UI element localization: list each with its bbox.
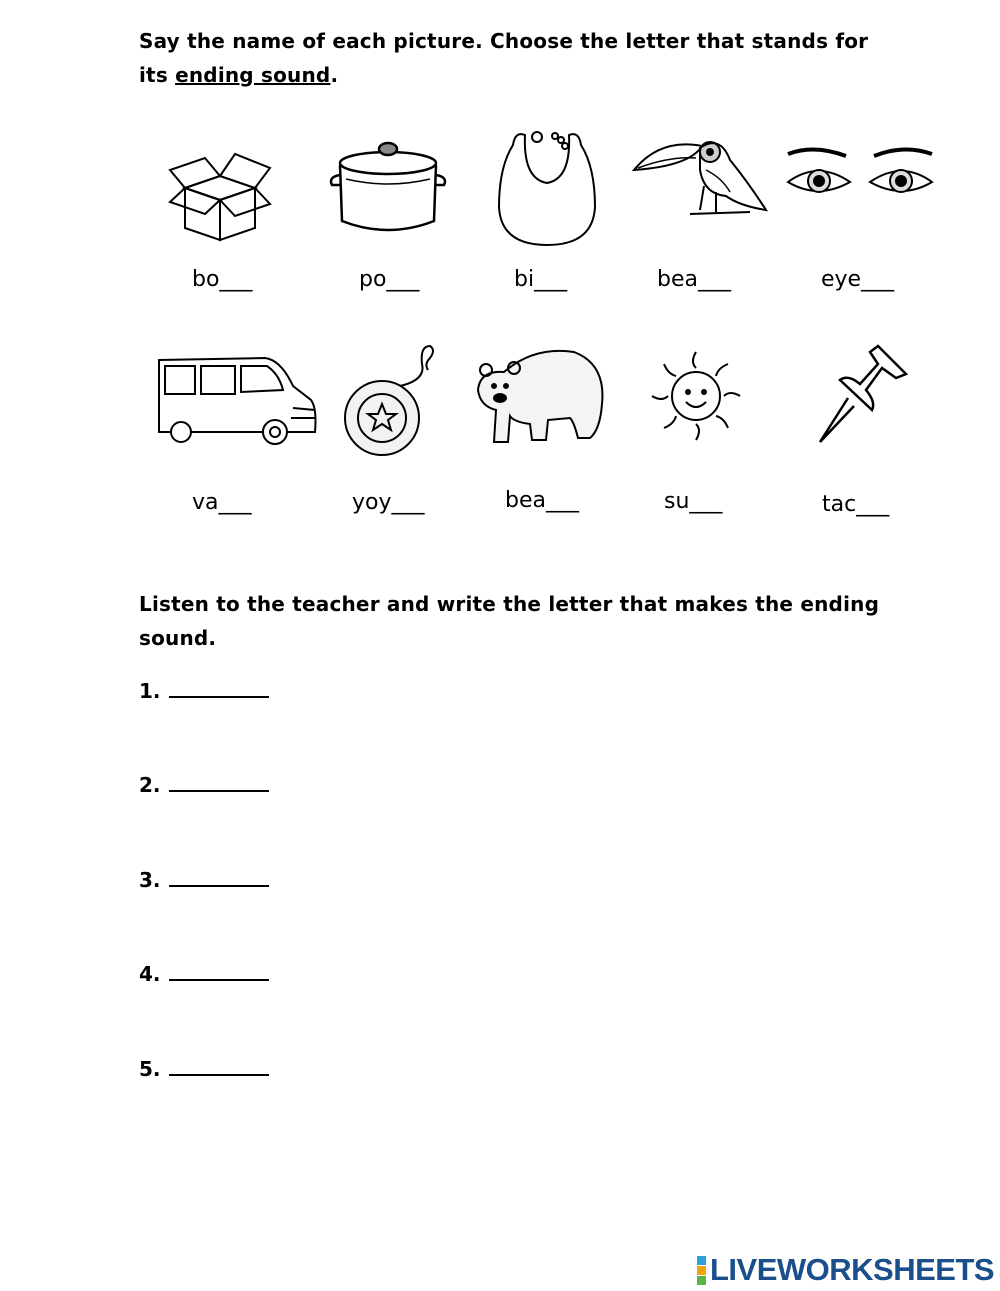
answer-number: 3.: [139, 868, 161, 892]
bear-icon: [474, 346, 608, 452]
tack-icon: [816, 342, 910, 446]
answer-4[interactable]: [139, 959, 269, 986]
liveworksheets-logo: [697, 1254, 994, 1286]
answer-5[interactable]: [139, 1054, 269, 1081]
box-icon: [165, 148, 275, 244]
answer-2[interactable]: [139, 770, 269, 797]
word-van: va___: [192, 490, 252, 515]
word-bear: bea___: [505, 488, 579, 513]
van-icon: [155, 352, 321, 448]
answer-number: 4.: [139, 962, 161, 986]
answer-blank[interactable]: [169, 770, 269, 792]
answer-blank[interactable]: [169, 1054, 269, 1076]
answer-number: 2.: [139, 773, 161, 797]
yoyo-icon: [336, 340, 442, 458]
answer-blank[interactable]: [169, 865, 269, 887]
pot-icon: [328, 135, 448, 237]
section2-instruction: Listen to the teacher and write the letter that makes the ending sound.: [139, 592, 880, 650]
word-bib: bi___: [514, 267, 568, 292]
logo-text: LIVEWORKSHEETS: [710, 1252, 995, 1287]
eyes-icon: [784, 146, 936, 202]
word-eyes: eye___: [821, 267, 895, 292]
bib-icon: [497, 127, 597, 249]
sun-icon: [648, 348, 744, 444]
answer-number: 5.: [139, 1057, 161, 1081]
section1-instruction: Say the name of each picture. Choose the letter that stands for its ending sound.: [139, 29, 869, 87]
answer-3[interactable]: [139, 865, 269, 892]
word-box: bo___: [192, 267, 253, 292]
answer-1[interactable]: [139, 676, 269, 703]
answer-blank[interactable]: [169, 676, 269, 698]
answer-number: 1.: [139, 679, 161, 703]
word-tack: tac___: [822, 492, 890, 517]
toucan-icon: [630, 130, 770, 222]
word-sun: su___: [664, 489, 723, 514]
word-yoyo: yoy___: [352, 490, 425, 515]
word-pot: po___: [359, 267, 420, 292]
answer-blank[interactable]: [169, 959, 269, 981]
instruction-text: Say the name of each picture. Choose the letter that stands for its: [139, 29, 869, 87]
logo-icon: [697, 1256, 706, 1285]
instruction-underlined: ending sound: [175, 63, 331, 87]
word-beak: bea___: [657, 267, 731, 292]
